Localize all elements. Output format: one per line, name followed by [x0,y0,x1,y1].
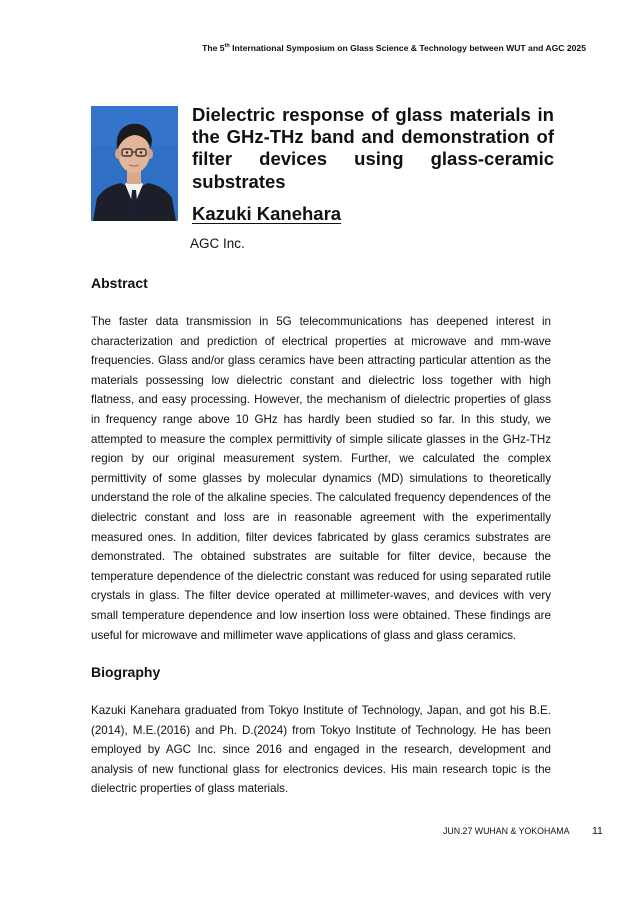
abstract-text: The faster data transmission in 5G telecommunications has deepened interest in characterization and prediction of electrical properties at microwave and mm-wave frequencies. Glass and/or glass ceramics have been attracting particular attention as the materials possessing low dielectric constant and dielectric loss together with high flatness, and easy processing. However, the mechanism of dielectric properties of glass in frequency range above 10 GHz has hardly been studied so far. In this study, we attempted to measure the complex permittivity of simple silicate glasses in the GHz-THz region by our original measurement system. Further, we calculated the complex permittivity of some glasses by molecular dynamics (MD) simulations to theoretically understand the role of the alkaline species. The calculated frequency dependences of the dielectric constant and loss are in reasonable agreement with the experimentally measured ones. In addition, filter devices fabricated by glass ceramics substrates are demonstrated. The obtained substrates are suitable for filter device, because the temperature dependence of the dielectric constant was reduced for using separated rutile crystals in glass. The filter device operated at millimeter-waves, and devices with very small temperature dependence and low insertion loss were obtained. These findings are useful for microwave and millimeter wave applications of glass and glass ceramics. [91,315,551,642]
author-photo [91,106,178,221]
paper-title: Dielectric response of glass materials in the GHz-THz band and demonstration of filter devices using glass-ceramic substrates [192,104,554,192]
header-prefix: The 5 [202,43,225,53]
page-number: 11 [592,825,603,837]
header-superscript: th [224,43,230,50]
header-suffix: International Symposium on Glass Science & Technology between WUT and AGC 2025 [229,43,586,53]
abstract-heading: Abstract [91,275,148,291]
running-header [202,43,586,53]
author-portrait-image [91,106,178,221]
biography-heading: Biography [91,664,161,680]
footer-date-location: JUN.27 WUHAN & YOKOHAMA [443,826,570,836]
biography-text: Kazuki Kanehara graduated from Tokyo Institute of Technology, Japan, and got his B.E.(2014), M.E.(2016) and Ph. D.(2024) from Tokyo Institute of Technology. He has been employed by AGC Inc. since 2016 and engaged in the research, development and analysis of new functional glass for electronics devices. His main research topic is the dielectric properties of glass materials. [91,704,551,796]
author-affiliation: AGC Inc. [190,236,245,251]
author-name: Kazuki Kanehara [192,203,342,224]
